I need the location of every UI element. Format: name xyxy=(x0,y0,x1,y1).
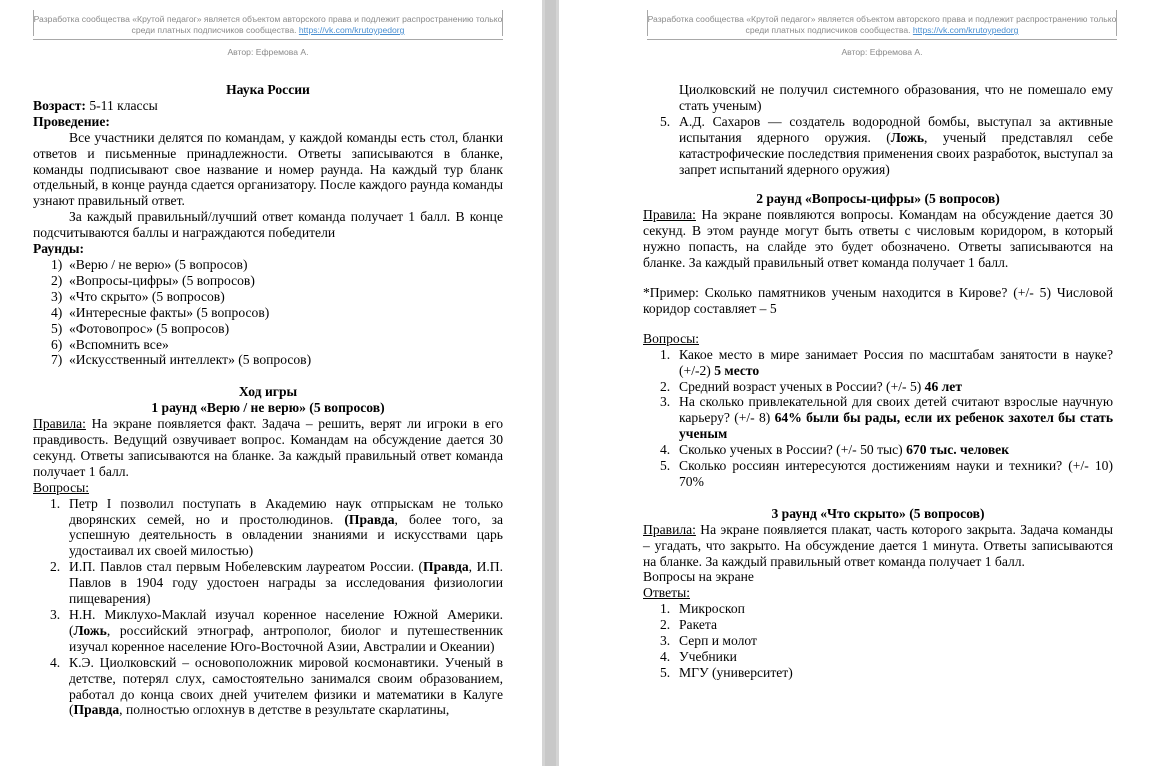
list-text: «Искусственный интеллект» (5 вопросов) xyxy=(69,352,312,368)
spacer xyxy=(33,368,503,384)
list-number: 4) xyxy=(51,304,63,320)
list-text: «Фотовопрос» (5 вопросов) xyxy=(69,320,230,336)
answer-text: 46 лет xyxy=(924,378,963,394)
list-text: «Интересные факты» (5 вопросов) xyxy=(69,304,270,320)
answer-verdict: (Правда xyxy=(344,511,395,527)
answer-verdict: Ложь xyxy=(73,622,107,638)
list-item xyxy=(643,82,1113,114)
answer-text: Учебники xyxy=(679,649,737,664)
round1-questions-continued xyxy=(643,82,1113,177)
age-value: 5-11 классы xyxy=(89,97,158,113)
list-number: 4. xyxy=(50,654,61,670)
question-text: Какое место в мире занимает Россия по масштабам занятости в науке? (+/-2) xyxy=(679,346,1113,378)
list-text: «Вспомнить все» xyxy=(69,336,169,352)
list-item xyxy=(33,273,503,289)
spacer xyxy=(643,177,1113,191)
answer-text: , более того, за успешную деятельность в овладении знаниями и искусствами царь удостаивал их своей милостью) xyxy=(69,511,503,559)
list-number: 4. xyxy=(660,649,671,664)
question-text: Н.Н. Миклухо-Маклай изучал коренное население Южной Америки. ( xyxy=(69,607,503,638)
document-title: Наука России xyxy=(226,82,310,97)
rules-text: На экране появляются вопросы. Командам на обсуждение дается 30 секунд. В этом раунде могут быть ответы с числовым коридором, в который нужно попасть, на слайде это будет обозначено. Ответы записываются на бланке. За каждый правильный ответ команда получает 1 балл. xyxy=(643,207,1113,271)
list-text: «Вопросы-цифры» (5 вопросов) xyxy=(69,272,255,288)
round3-heading: 3 раунд «Что скрыто» (5 вопросов) xyxy=(771,505,985,521)
header-link[interactable]: https://vk.com/krutoypedorg xyxy=(298,25,405,35)
round1-questions xyxy=(33,496,503,719)
list-item xyxy=(643,442,1113,458)
list-item xyxy=(33,352,503,368)
spacer xyxy=(643,490,1113,506)
answer-text: , российский этнограф, антрополог, биолог и путешественник изучал коренное население Юго-Восточной Азии, Австралии и Океании) xyxy=(69,622,503,654)
list-item xyxy=(643,601,1113,617)
spacer xyxy=(643,271,1113,285)
list-item xyxy=(33,337,503,353)
list-number: 5) xyxy=(51,320,63,336)
list-item xyxy=(643,617,1113,633)
round1-heading: 1 раунд «Верю / не верю» (5 вопросов) xyxy=(151,400,385,416)
document-page-left xyxy=(0,0,542,766)
question-text: Сколько россиян интересуются достижениям науки и техники? (+/- 10) 70% xyxy=(679,458,1113,489)
age-line xyxy=(33,98,503,114)
list-item xyxy=(33,496,503,560)
questions-label: Вопросы: xyxy=(33,479,90,495)
list-number: 4. xyxy=(660,442,671,458)
page-gutter xyxy=(542,0,559,766)
question-text: И.П. Павлов стал первым Нобелевским лауреатом России. ( xyxy=(69,559,424,575)
answer-verdict: Правда xyxy=(73,702,120,718)
rules-label: Правила: xyxy=(643,521,696,537)
list-item xyxy=(643,379,1113,395)
round2-heading: 2 раунд «Вопросы-цифры» (5 вопросов) xyxy=(756,191,1000,207)
list-item xyxy=(33,321,503,337)
list-item xyxy=(643,114,1113,178)
round3-rules xyxy=(643,522,1113,570)
answer-text: 64% были бы рады, если их ребенок захотел бы стать ученым xyxy=(679,410,1114,442)
list-number: 1. xyxy=(660,346,671,362)
conduct-paragraph-1: Все участники делятся по командам, у каждой команды есть стол, бланки ответов и письменные принадлежности. Ответы записываются в бланке, команды подписывают свое название и номер раунда. На каждый тур бланк отдельный, в конце раунда сдается организатору. После каждого раунда команды узнают правильный ответ. xyxy=(33,129,503,209)
question-text: Сколько ученых в России? (+/- 50 тыс) xyxy=(679,442,903,458)
round1-rules xyxy=(33,416,503,480)
author-line: Автор: Ефремова А. xyxy=(227,47,309,57)
question-text: На сколько привлекательной для своих детей считают взрослые научную карьеру? (+/- 8) xyxy=(679,394,1113,426)
page-body xyxy=(33,82,503,718)
header-link[interactable]: https://vk.com/krutoypedorg xyxy=(912,25,1019,35)
list-item xyxy=(643,633,1113,649)
header-notice: Разработка сообщества «Крутой педагог» является объектом авторского права и подлежит распространению только среди платных подписчиков сообщества. xyxy=(33,14,503,35)
question-text: Петр I позволил поступать в Академию наук отпрыскам не только дворянских семей, но и простолюдинов. xyxy=(69,495,503,527)
list-number: 3. xyxy=(50,607,61,622)
list-number: 3. xyxy=(660,633,671,649)
list-number: 1. xyxy=(50,495,61,511)
answer-verdict: Правда xyxy=(423,559,469,575)
game-heading: Ход игры xyxy=(238,384,298,400)
list-number: 2. xyxy=(660,617,671,633)
answer-text: МГУ (университет) xyxy=(679,664,793,680)
rules-label: Правила: xyxy=(643,207,696,223)
list-number: 2) xyxy=(51,272,63,288)
list-item xyxy=(643,394,1113,442)
rules-text: На экране появляется плакат, часть которого закрыта. Задача команды – угадать, что закрыто. На обсуждение дается 1 минута. Ответы записываются на бланке. За каждый правильный ответ команда получает 1 балл. xyxy=(643,521,1113,569)
answer-text: , ученый представлял себе катастрофические последствия применения своих разработок, выступал за запрет испытаний ядерного оружия) xyxy=(679,129,1113,177)
list-item xyxy=(643,649,1113,665)
list-item xyxy=(33,305,503,321)
list-number: 6) xyxy=(51,336,63,352)
conduct-label: Проведение: xyxy=(33,113,110,129)
answer-text: Ракета xyxy=(679,617,718,633)
list-item xyxy=(33,289,503,305)
page-header xyxy=(33,14,503,40)
answer-text: Циолковский не получил системного образования, что не помешало ему стать ученым) xyxy=(679,82,1113,113)
round2-rules xyxy=(643,207,1113,271)
rules-text: На экране появляется факт. Задача – решить, верят ли игроки в его правдивость. Ведущий озвучивает вопрос. Командам на обсуждение дается 30 секунд. Ответы записываются на бланке. За каждый правильный ответ команда получает 1 балл. xyxy=(33,416,503,479)
list-number: 7) xyxy=(51,352,63,368)
question-text: А.Д. Сахаров — создатель водородной бомбы, выступал за активные испытания ядерного оружия. ( xyxy=(679,113,1113,145)
answer-text: , И.П. Павлов в 1904 году удостоен награды за исследования физиологии пищеварения) xyxy=(69,559,503,607)
question-text: К.Э. Циолковский – основоположник мировой космонавтики. Ученый в детстве, потерял слух, самостоятельно занимался своим образованием, работал до конца своих дней учителем физики и математики в Калуге ( xyxy=(69,654,503,718)
header-notice: Разработка сообщества «Крутой педагог» является объектом авторского права и подлежит распространению только среди платных подписчиков сообщества. xyxy=(647,14,1117,35)
rules-label: Правила: xyxy=(33,416,86,432)
list-number: 5. xyxy=(660,458,671,474)
list-number: 1. xyxy=(660,601,671,617)
list-item xyxy=(33,257,503,273)
rounds-list xyxy=(33,257,503,368)
list-item xyxy=(643,665,1113,681)
page-header xyxy=(647,14,1117,40)
question-text: Средний возраст ученых в России? (+/- 5) xyxy=(679,378,922,394)
rounds-label: Раунды: xyxy=(33,241,85,257)
list-item xyxy=(33,559,503,607)
answer-text: Серп и молот xyxy=(679,633,757,649)
list-item xyxy=(643,458,1113,490)
author-line: Автор: Ефремова А. xyxy=(841,47,923,57)
round3-answers xyxy=(643,601,1113,681)
list-number: 2. xyxy=(660,378,671,394)
list-number: 2. xyxy=(50,559,61,575)
page-body xyxy=(643,82,1113,681)
list-item xyxy=(33,607,503,655)
document-page-right xyxy=(559,0,1149,766)
conduct-paragraph-2: За каждый правильный/лучший ответ команда получает 1 балл. В конце подсчитываются баллы и награждаются победители xyxy=(33,209,503,241)
round2-questions xyxy=(643,347,1113,490)
answers-label: Ответы: xyxy=(643,585,690,601)
answer-text: Микроскоп xyxy=(679,601,745,617)
spacer xyxy=(643,317,1113,331)
list-number: 3. xyxy=(660,394,671,410)
answer-text: 5 место xyxy=(714,362,760,378)
age-label: Возраст: xyxy=(33,97,86,113)
list-number: 5. xyxy=(660,113,671,129)
list-number: 5. xyxy=(660,664,671,680)
list-text: «Верю / не верю» (5 вопросов) xyxy=(69,256,248,272)
example-line: *Пример: Сколько памятников ученым находится в Кирове? (+/- 5) Числовой коридор составляет – 5 xyxy=(643,284,1113,316)
list-number: 3) xyxy=(51,288,63,304)
list-text: «Что скрыто» (5 вопросов) xyxy=(69,288,225,304)
list-item xyxy=(643,347,1113,379)
answer-text: 670 тыс. человек xyxy=(906,442,1010,458)
questions-label: Вопросы: xyxy=(643,330,700,346)
answer-verdict: Ложь xyxy=(890,129,925,145)
list-number: 1) xyxy=(51,256,63,272)
answer-text: , полностью оглохнув в детстве в результате скарлатины, xyxy=(119,702,450,718)
list-item xyxy=(33,655,503,719)
questions-on-screen: Вопросы на экране xyxy=(643,569,754,585)
